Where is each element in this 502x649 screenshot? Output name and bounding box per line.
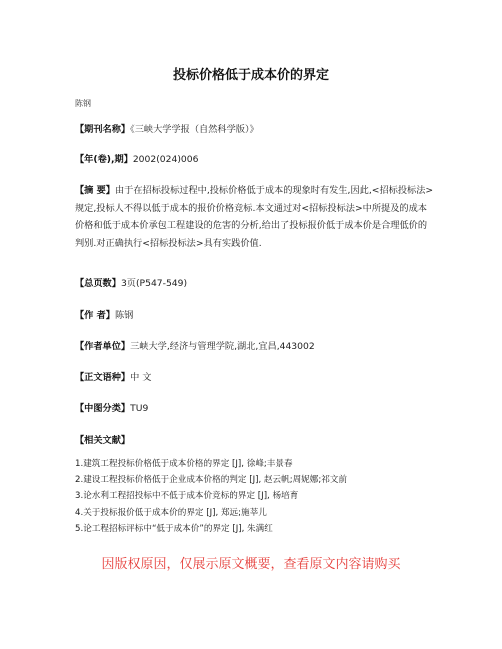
abstract-field [75,182,435,252]
language-value: 中 文 [130,372,152,383]
related-heading: 【相关文献】 [75,435,131,446]
journal-field [75,122,435,138]
pages-field [75,276,435,292]
year-value: 2002(024)006 [132,154,199,165]
clc-field [75,401,435,417]
journal-label: 【期刊名称】 [75,124,131,135]
authors-label: 【作 者】 [75,310,115,321]
year-label: 【年(卷),期】 [75,154,133,165]
author-line: 陈钢 [75,99,91,108]
affiliation-field [75,339,435,355]
list-item[interactable]: 1.建筑工程投标价格低于成本价格的界定 [J], 徐峰;丰景春 [75,459,293,469]
copyright-notice[interactable]: 因版权原因，仅展示原文概要，查看原文内容请购买 [101,557,401,572]
related-list [75,456,455,537]
abstract-label: 【摘 要】 [75,185,115,196]
pages-value: 3页(P547-549) [120,278,188,289]
year-field [75,152,435,168]
list-item[interactable]: 5.论工程招标评标中“低于成本价”的界定 [J], 朱满红 [75,523,273,534]
journal-value: 《三峡大学学报（自然科学版）》 [130,124,259,135]
list-item[interactable]: 3.论水利工程招投标中不低于成本价竞标的界定 [J], 杨培育 [75,491,299,502]
clc-label: 【中图分类】 [75,403,131,414]
affiliation-value: 三峡大学,经济与管理学院,湖北,宜昌,443002 [130,341,315,352]
language-field [75,370,435,386]
pages-label: 【总页数】 [75,278,121,289]
document-title: 投标价格低于成本价的界定 [172,68,329,83]
affiliation-label: 【作者单位】 [75,341,131,352]
abstract-value: 由于在招标投标过程中,投标价格低于成本的现象时有发生,因此,<招标投标法>规定,投标人不得以低于成本的报价价格竞标.本文通过对<招标投标法>中所提及的成本价格和低于成本价承包工程建设的危害的分析,给出了投标报价低于成本价是合理低价的判别.对正确执行<招标投标法>具有实践价值. [75,185,434,249]
list-item[interactable]: 2.建设工程投标价格低于企业成本价格的判定 [J], 赵云帆;周妮娜;祁文前 [75,475,348,486]
list-item[interactable]: 4.关于投标报价低于成本价的界定 [J], 郑远;施莘儿 [75,507,267,518]
language-label: 【正文语种】 [75,372,131,383]
authors-value: 陈钢 [114,310,134,321]
authors-field [75,308,435,324]
clc-value: TU9 [130,403,149,414]
